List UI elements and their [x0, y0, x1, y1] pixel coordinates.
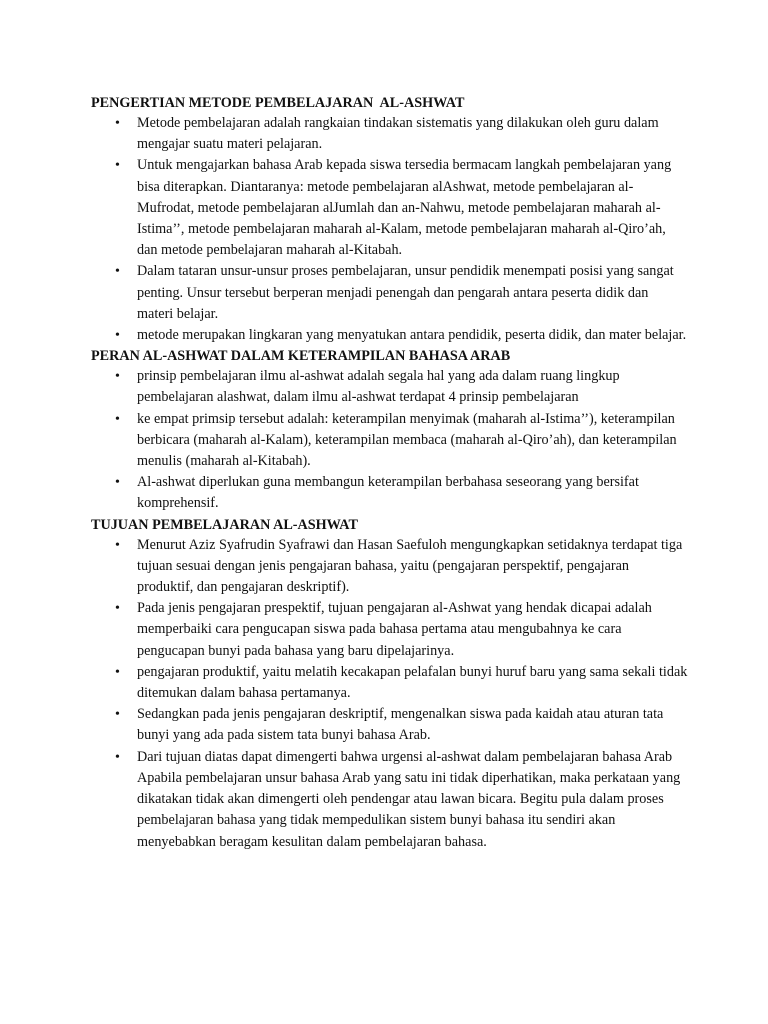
bullet-list-pengertian	[91, 113, 688, 346]
list-item: • Metode pembelajaran adalah rangkaian tindakan sistematis yang dilakukan oleh guru dalam mengajar suatu materi pelajaran.	[137, 113, 688, 155]
list-item: • prinsip pembelajaran ilmu al-ashwat adalah segala hal yang ada dalam ruang lingkup pembelajaran alashwat, dalam ilmu al-ashwat terdapat 4 prinsip pembelajaran	[137, 366, 688, 408]
bullet-list-tujuan	[91, 535, 688, 853]
list-item: • Pada jenis pengajaran prespektif, tujuan pengajaran al-Ashwat yang hendak dicapai adalah memperbaiki cara pengucapan siswa pada bahasa pertama atau mengubahnya ke cara pengucapan bunyi pada bahasa yang baru dipelajarinya.	[137, 598, 688, 662]
list-item: • Menurut Aziz Syafrudin Syafrawi dan Hasan Saefuloh mengungkapkan setidaknya terdapat tiga tujuan sesuai dengan jenis pengajaran bahasa, yaitu (pengajaran perspektif, pengajaran produktif, dan pengajaran deskriptif).	[137, 535, 688, 599]
section-heading-tujuan: TUJUAN PEMBELAJARAN AL-ASHWAT	[91, 516, 358, 533]
bullet-list-peran	[91, 366, 688, 514]
list-item: • pengajaran produktif, yaitu melatih kecakapan pelafalan bunyi huruf baru yang sama sekali tidak ditemukan dalam bahasa pertamanya.	[137, 662, 688, 704]
list-item: • Sedangkan pada jenis pengajaran deskriptif, mengenalkan siswa pada kaidah atau aturan tata bunyi yang ada pada sistem tata bunyi bahasa Arab.	[137, 704, 688, 746]
list-item: • metode merupakan lingkaran yang menyatukan antara pendidik, peserta didik, dan mater belajar.	[137, 325, 688, 346]
section-heading-peran: PERAN AL-ASHWAT DALAM KETERAMPILAN BAHASA ARAB	[91, 348, 511, 365]
section-heading-pengertian: PENGERTIAN METODE PEMBELAJARAN AL-ASHWAT	[91, 95, 465, 111]
list-item: • Untuk mengajarkan bahasa Arab kepada siswa tersedia bermacam langkah pembelajaran yang bisa diterapkan. Diantaranya: metode pembelajaran alAshwat, metode pembelajaran al-Mufrodat, metode pembelajaran alJumlah dan an-Nahwu, metode pembelajaran maharah al-Istima’’, metode pembelajaran maharah al-Kalam, metode pembelajaran maharah al-Qiro’ah, dan metode pembelajaran maharah al-Kitabah.	[137, 155, 688, 261]
list-item: • Dalam tataran unsur-unsur proses pembelajaran, unsur pendidik menempati posisi yang sangat penting. Unsur tersebut berperan menjadi penengah dan pengarah antara peserta didik dan materi belajar.	[137, 261, 688, 325]
list-item: • ke empat primsip tersebut adalah: keterampilan menyimak (maharah al-Istima’’), keterampilan berbicara (maharah al-Kalam), keterampilan membaca (maharah al-Qiro’ah), dan keterampilan menulis (maharah al-Kitabah).	[137, 409, 688, 473]
list-item: • Dari tujuan diatas dapat dimengerti bahwa urgensi al-ashwat dalam pembelajaran bahasa Arab Apabila pembelajaran unsur bahasa Arab yang satu ini tidak diperhatikan, maka perkataan yang dikatakan tidak akan dimengerti oleh pendengar atau lawan bicara. Begitu pula dalam proses pembelajaran bahasa yang tidak mempedulikan sistem bunyi bahasa itu sendiri akan menyebabkan beragam kesulitan dalam pembelajaran bahasa.	[137, 747, 688, 853]
list-item: • Al-ashwat diperlukan guna membangun keterampilan berbahasa seseorang yang bersifat komprehensif.	[137, 472, 688, 514]
